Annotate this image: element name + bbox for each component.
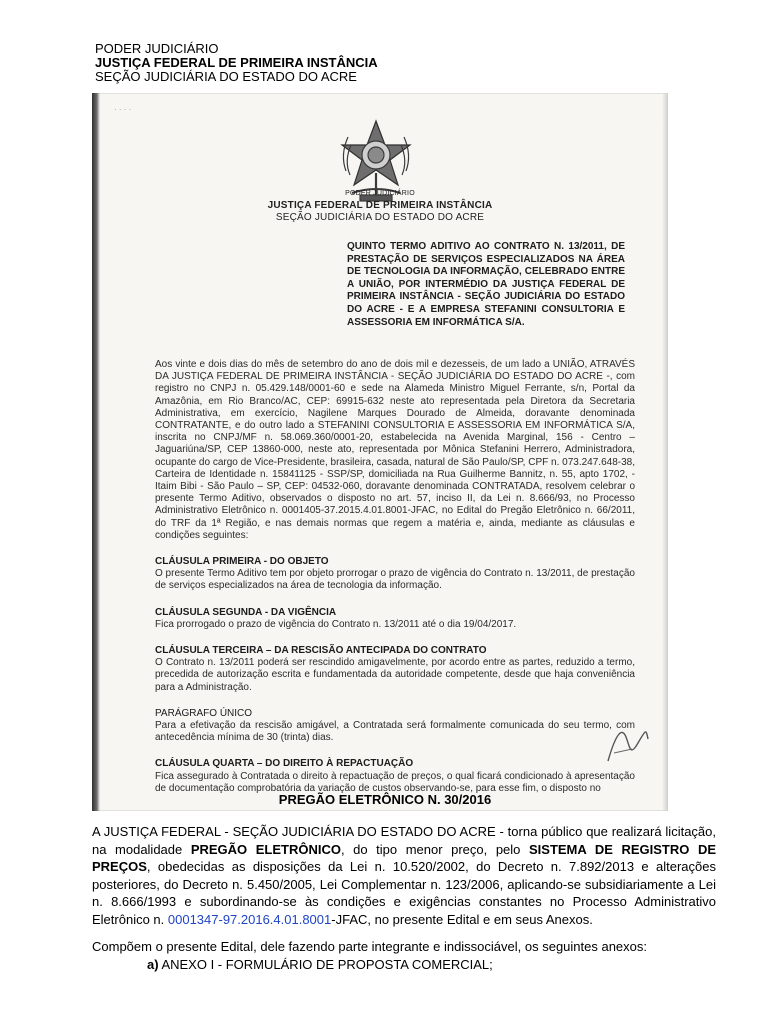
annex-a-text: ANEXO I - FORMULÁRIO DE PROPOSTA COMERCIAL; <box>158 957 493 972</box>
process-number-link[interactable]: 0001347-97.2016.4.01.8001 <box>167 911 332 927</box>
scan-clause-1-text: O presente Termo Aditivo tem por objeto prorrogar o prazo de vigência do Contrato n. 13/2011, de prestação de serviços especializados na área de tecnologia da informação. <box>155 568 635 592</box>
scan-clause-3-text: O Contrato n. 13/2011 poderá ser rescindido amigavelmente, por acordo entre as partes, reduzido a termo, precedida de autorização escrita e fundamentada da autoridade competente, desde que haja conveniência para a Administração. <box>155 657 635 693</box>
scan-contract-body <box>155 359 635 801</box>
annex-item-a <box>147 957 493 972</box>
scan-corner-marks: · · · · <box>114 105 132 114</box>
intro-text-4: -JFAC, no presente Edital e em seus Anexos. <box>331 911 593 927</box>
signature-mark-icon <box>602 723 652 767</box>
header-line-1: PODER JUDICIÁRIO <box>95 41 219 56</box>
scan-clause-3-title: CLÁUSULA TERCEIRA – DA RESCISÃO ANTECIPADA DO CONTRATO <box>155 645 487 657</box>
page-title: PREGÃO ELETRÔNICO N. 30/2016 <box>278 792 492 807</box>
system-bold: SISTEMA DE REGISTRO DE PREÇOS <box>92 841 717 875</box>
scan-clause-1-title: CLÁUSULA PRIMEIRA - DO OBJETO <box>155 556 329 568</box>
intro-paragraph <box>92 823 716 929</box>
annexes-intro: Compõem o presente Edital, dele fazendo parte integrante e indissociável, os seguintes anexos: <box>92 939 648 954</box>
scan-preamble: Aos vinte e dois dias do mês de setembro do ano de dois mil e dezesseis, de um lado a UNIÃO, ATRAVÉS DA JUSTIÇA FEDERAL DE PRIMEIRA INSTÂNCIA - SEÇÃO JUDICIÁRIA DO ESTADO DO ACRE -, com registro no CNPJ n. 05.429.148/0001-60 e sede na Alameda Ministro Miguel Ferrante, s/n, Portal da Amazônia, em Rio Branco/AC, CEP: 69915-632 neste ato representada pela Diretora da Secretaria Administrativa, em exercício, Nagilene Marques Dourado de Almeida, doravante denominada CONTRATANTE, e do outro lado a STEFANINI CONSULTORIA E ASSESSORIA EM INFORMÁTICA S/A, inscrita no CNPJ/MF n. 58.069.360/0001-20, estabelecida na Avenida Marginal, 156 - Centro – Jaguariúna/SP, CEP 13860-000, neste ato, representada por Mônica Stefanini Herrero, Administradora, ocupante do cargo de Vice-Presidente, brasileira, casada, natural de São Paulo/SP, CPF n. 073.247.648-38, Carteira de Identidade n. 15841125 - SSP/SP, domiciliada na Rua Guilherme Bannitz, n. 55, apto 1702, - Itaim Bibi - São Paulo – SP, CEP: 04532-060, doravante denominada CONTRATADA, resolvem celebrar o presente Termo Aditivo, observados o disposto no art. 57, inciso II, da Lei n. 8.666/93, no Processo Administrativo Eletrônico n. 0001405-37.2015.4.01.8001-JFAC, no Edital do Pregão Eletrônico n. 66/2011, do TRF da 1ª Região, e nas demais normas que regem a matéria e, ainda, mediante as cláusulas e condições seguintes: <box>155 359 635 541</box>
header-line-3: SEÇÃO JUDICIÁRIA DO ESTADO DO ACRE <box>95 69 357 84</box>
scan-sole-paragraph-text: Para a efetivação da rescisão amigável, a Contratada será formalmente comunicada do seu termo, com antecedência mínima de 30 (trinta) dias. <box>155 720 635 744</box>
scan-header-2: JUSTIÇA FEDERAL DE PRIMEIRA INSTÂNCIA <box>267 200 493 211</box>
scan-sole-paragraph-title: PARÁGRAFO ÚNICO <box>155 707 253 719</box>
header-line-2: JUSTIÇA FEDERAL DE PRIMEIRA INSTÂNCIA <box>95 55 378 70</box>
scan-clause-2-title: CLÁUSULA SEGUNDA - DA VIGÊNCIA <box>155 606 337 618</box>
intro-text-2: , do tipo menor preço, pelo <box>340 841 529 857</box>
scan-clause-2-text: Fica prorrogado o prazo de vigência do Contrato n. 13/2011 até o dia 19/04/2017. <box>155 618 517 630</box>
scan-contract-title: QUINTO TERMO ADITIVO AO CONTRATO N. 13/2011, DE PRESTAÇÃO DE SERVIÇOS ESPECIALIZADOS NA ÁREA DE TECNOLOGIA DA INFORMAÇÃO, CELEBRADO ENTRE A UNIÃO, POR INTERMÉDIO DA JUSTIÇA FEDERAL DE PRIMEIRA INSTÂNCIA - SEÇÃO JUDICIÁRIA DO ESTADO DO ACRE - E A EMPRESA STEFANINI CONSULTORIA E ASSESSORIA EM INFORMÁTICA S/A. <box>347 241 625 328</box>
scan-header-3: SEÇÃO JUDICIÁRIA DO ESTADO DO ACRE <box>275 212 485 223</box>
scan-clause-4-text: Fica assegurado à Contratada o direito à repactuação de preços, o qual ficará condicionado à apresentação de documentação comprobatória da variação de custos observando-se, para esse fim, o disposto no <box>155 770 635 794</box>
modality-bold: PREGÃO ELETRÔNICO <box>190 841 341 857</box>
scan-header-1: PODER JUDICIÁRIO <box>345 190 415 197</box>
intro-text-1: A JUSTIÇA FEDERAL - SEÇÃO JUDICIÁRIA DO ESTADO DO ACRE - torna público que realizará licitação, na modalidade <box>92 824 716 857</box>
intro-text-3: , obedecidas as disposições da Lei n. 10.520/2002, do Decreto n. 7.892/2013 e alterações posteriores, do Decreto n. 5.450/2005, Lei Complementar n. 123/2006, aplicando-se subsidiariamente a Lei n. 8.666/1993 e subordinando-se às condições e exigências constantes no Processo Administrativo Eletrônico n. <box>92 859 716 927</box>
scanned-contract-image <box>92 93 668 811</box>
annex-a-letter: a) <box>147 957 159 972</box>
scan-clause-4-title: CLÁUSULA QUARTA – DO DIREITO À REPACTUAÇÃO <box>155 758 414 770</box>
